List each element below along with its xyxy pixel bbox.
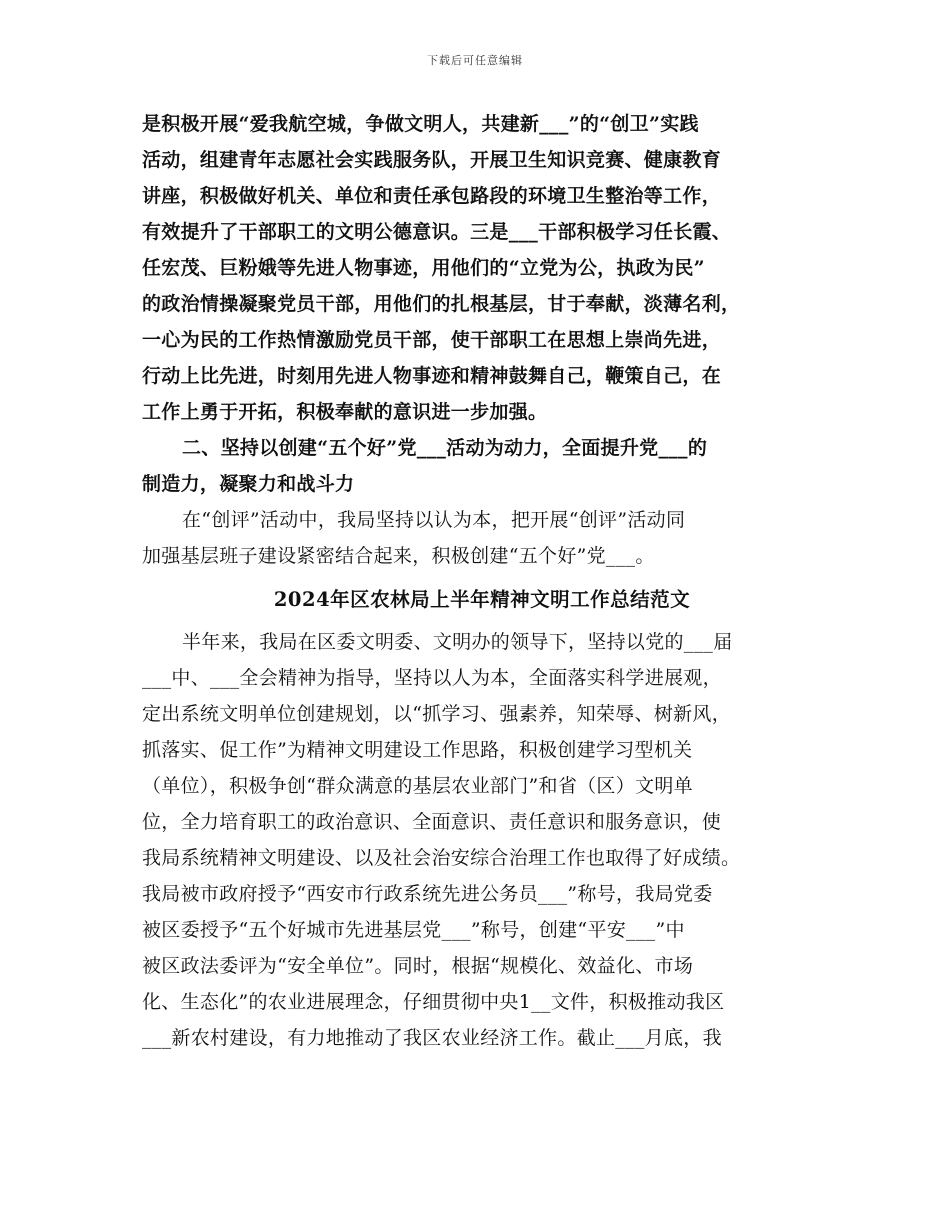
text-line: 活动，组建青年志愿社会实践服务队，开展卫生知识竞赛、健康教育 — [142, 149, 722, 171]
text-line: （单位），积极争创“群众满意的基层农业部门”和省（区）文明单 — [142, 775, 693, 797]
text-line: 我局被市政府授予“西安市行政系统先进公务员___”称号，我局党委 — [142, 883, 713, 905]
text-line: 化、生态化”的农业进展理念，仔细贯彻中央1__文件，积极推动我区 — [142, 991, 725, 1013]
text-line: 加强基层班子建设紧密结合起来，积极创建“五个好”党___。 — [142, 545, 655, 567]
text-line: 被区委授予“五个好城市先进基层党___”称号，创建“平安___”中 — [142, 919, 685, 941]
text-line: 工作上勇于开拓，积极奉献的意识进一步加强。 — [142, 401, 548, 423]
text-line: 抓落实、促工作”为精神文明建设工作思路，积极创建学习型机关 — [142, 739, 693, 761]
text-line: 半年来，我局在区委文明委、文明办的领导下，坚持以党的___届 — [182, 631, 733, 653]
section-heading-two — [142, 430, 822, 502]
text-line: ___中、___全会精神为指导，坚持以人为本，全面落实科学进展观， — [142, 667, 722, 689]
text-line: 是积极开展“爱我航空城，争做文明人，共建新___”的“创卫”实践 — [142, 113, 699, 135]
text-line: 一心为民的工作热情激励党员干部，使干部职工在思想上崇尚先进， — [142, 329, 722, 351]
text-line: 任宏茂、巨粉娥等先进人物事迹，用他们的“立党为公，执政为民” — [142, 257, 705, 279]
text-line: ___新农村建设，有力地推动了我区农业经济工作。截止___月底，我 — [142, 1027, 722, 1049]
heading-line: 制造力，凝聚力和战斗力 — [142, 473, 355, 495]
text-line: 在“创评”活动中，我局坚持以认为本，把开展“创评”活动同 — [182, 509, 686, 531]
text-line: 行动上比先进，时刻用先进人物事迹和精神鼓舞自己，鞭策自己，在 — [142, 365, 722, 387]
document-body — [142, 106, 822, 1056]
paragraph-creating-hygiene — [142, 106, 822, 430]
paragraph-creating-evaluation — [142, 502, 822, 574]
text-line: 定出系统文明单位创建规划，以“抓学习、强素养，知荣辱、树新风， — [142, 703, 732, 725]
article-paragraph — [142, 624, 822, 1056]
text-line: 位，全力培育职工的政治意识、全面意识、责任意识和服务意识，使 — [142, 811, 722, 833]
text-line: 的政治情操凝聚党员干部，用他们的扎根基层，甘于奉献，淡薄名利， — [142, 293, 741, 315]
text-line: 被区政法委评为“安全单位”。同时，根据“规模化、效益化、市场 — [142, 955, 694, 977]
heading-line: 二、坚持以创建“五个好”党___活动为动力，全面提升党___的 — [182, 437, 708, 459]
article-title: 2024年区农林局上半年精神文明工作总结范文 — [273, 588, 691, 611]
text-line: 有效提升了干部职工的文明公德意识。三是___干部积极学习任长霞、 — [142, 221, 732, 243]
text-line: 我局系统精神文明建设、以及社会治安综合治理工作也取得了好成绩。 — [142, 847, 741, 869]
text-line: 讲座，积极做好机关、单位和责任承包路段的环境卫生整治等工作， — [142, 185, 722, 207]
page-header: 下载后可任意编辑 — [427, 54, 523, 67]
